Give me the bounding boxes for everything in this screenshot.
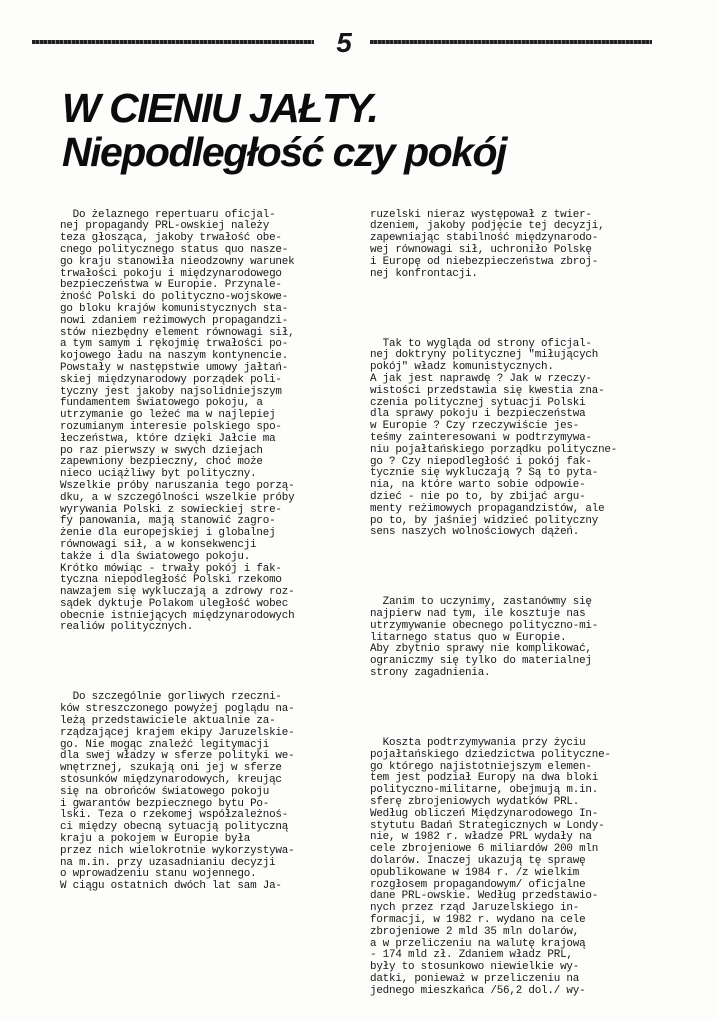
headline-line-1: W CIENIU JAŁTY.: [62, 85, 378, 131]
article-paragraph: Do żelaznego repertuaru oficjal- nej propagandy PRL-owskiej należy teza głosząca, jakoby trwałość obe- cnego politycznego status quo nasze- go kraju stanowiła nieodzowny warunek trwałości pokoju i międzynarodowego bezpieczeństwa w Europie. Przynale- żność Polski do polityczno-wojskowe- go bloku krajów komunistycznych sta- nowi zdaniem reżimowych propagandzi- stów niezbędny element równowagi sił, a tym samym i rękojmię trwałości po- kojowego ładu na naszym kontynencie. Powstały w następstwie umowy jałtań- skiej międzynarodowy porządek poli- tyczny jest jakoby najsolidniejszym fundamentem światowego pokoju, a utrzymanie go leżeć ma w najlepiej rozumianym interesie polskiego spo- łeczeństwa, które dzięki Jałcie ma po raz pierwszy w swych dziejach zapewniony bezpieczny, choć może nieco uciążliwy byt polityczny. Wszelkie próby naruszania tego porzą- dku, a w szczególności wszelkie próby wyrywania Polski z sowieckiej stre- fy panowania, mają stanowić zagro- żenie dla europejskiej i globalnej równowagi sił, a w konsekwencji także i dla światowego pokoju. Krótko mówiąc - trwały pokój i fak- tyczna niepodległość Polski rzekomo nawzajem się wykluczają a zdrowy roz- sądek dyktuje Polakom uległość wobec obecnie istniejących międzynarodowych realiów politycznych.: [60, 208, 295, 634]
top-rule-left: [32, 40, 314, 44]
article-paragraph: Tak to wygląda od strony oficjal- nej doktryny politycznej "miłujących pokój" władz komunistycznych. A jak jest naprawdę ? Jak w rzeczy- wistości przedstawia się kwestia zna- czenia politycznej sytuacji Polski dla sprawy pokoju i bezpieczeństwa w Europie ? Czy rzeczywiście jes- teśmy zainteresowani w podtrzymywa- niu pojałtańskiego porządku polityczne- go ? Czy niepodległość i pokój fak- tycznie się wykluczają ? Są to pyta- nia, na które warto sobie odpowie- dzieć - nie po to, by zbijać argu- menty reżimowych propagandzistów, ale po to, by jaśniej widzieć polityczny sens naszych wolnościowych dążeń.: [370, 337, 618, 539]
article-column-right: [370, 186, 688, 1021]
article-headline: [62, 86, 662, 174]
article-paragraph: Zanim to uczynimy, zastanówmy się najpierw nad tym, ile kosztuje nas utrzymywanie obecnego polityczno-mi- litarnego status quo w Europie. Aby zbytnio sprawy nie komplikować, ograniczmy się tylko do materialnej strony zagadnienia.: [370, 596, 599, 680]
article-paragraph: Do szczególnie gorliwych rzeczni- ków streszczonego powyżej poglądu na- leżą przedstawiciele aktualnie za- rządzającej krajem ekipy Jaruzelskie- go. Nie mogąc znaleźć legitymacji dla swej władzy w sferze polityki we- wnętrznej, szukają oni jej w sferze stosunków międzynarodowych, kreując się na obrońców światowego pokoju i gwarantów bezpiecznego bytu Po- lski. Teza o rzekomej współzależnoś- ci między obecną sytuacją polityczną kraju a pokojem w Europie była przez nich wielokrotnie wykorzystywa- na m.in. przy uzasadnianiu decyzji o wprowadzeniu stanu wojennego. W ciągu ostatnich dwóch lat sam Ja-: [60, 691, 295, 893]
article-paragraph: Koszta podtrzymywania przy życiu pojałtańskiego dziedzictwa polityczne- go którego najistotniejszym elemen- tem jest podział Europy na dwa bloki polityczno-militarne, obejmują m.in. sferę zbrojeniowych wydatków PRL. Według obliczeń Międzynarodowego In- stytutu Badań Strategicznych w Londy- nie, w 1982 r. władze PRL wydały na cele zbrojeniowe 6 miliardów 200 mln dolarów. Inaczej ukazują tę sprawę opublikowane w 1984 r. /z wielkim rozgłosem propagandowym/ oficjalne dane PRL-owskie. Według przedstawio- nych przez rząd Jaruzelskiego in- formacji, w 1982 r. wydano na cele zbrojeniowe 2 mld 35 mln dolarów, a w przeliczeniu na walutę krajową - 174 mld zł. Zdaniem władz PRL, były to stosunkowo niewielkie wy- datki, ponieważ w przeliczeniu na jednego mieszkańca /56,2 dol./ wy-: [370, 737, 611, 997]
article-paragraph: ruzelski nieraz występował z twier- dzeniem, jakoby podjęcie tej decyzji, zapewniając stabilność międzynarodo- wej równowagi sił, uchroniło Polskę i Europę od niebezpieczeństwa zbroj- nej konfrontacji.: [370, 208, 605, 280]
headline-line-2: Niepodległość czy pokój: [62, 129, 506, 175]
top-rule-right: [370, 40, 652, 44]
article-column-left: [60, 186, 360, 917]
page-number: 5: [336, 27, 352, 58]
